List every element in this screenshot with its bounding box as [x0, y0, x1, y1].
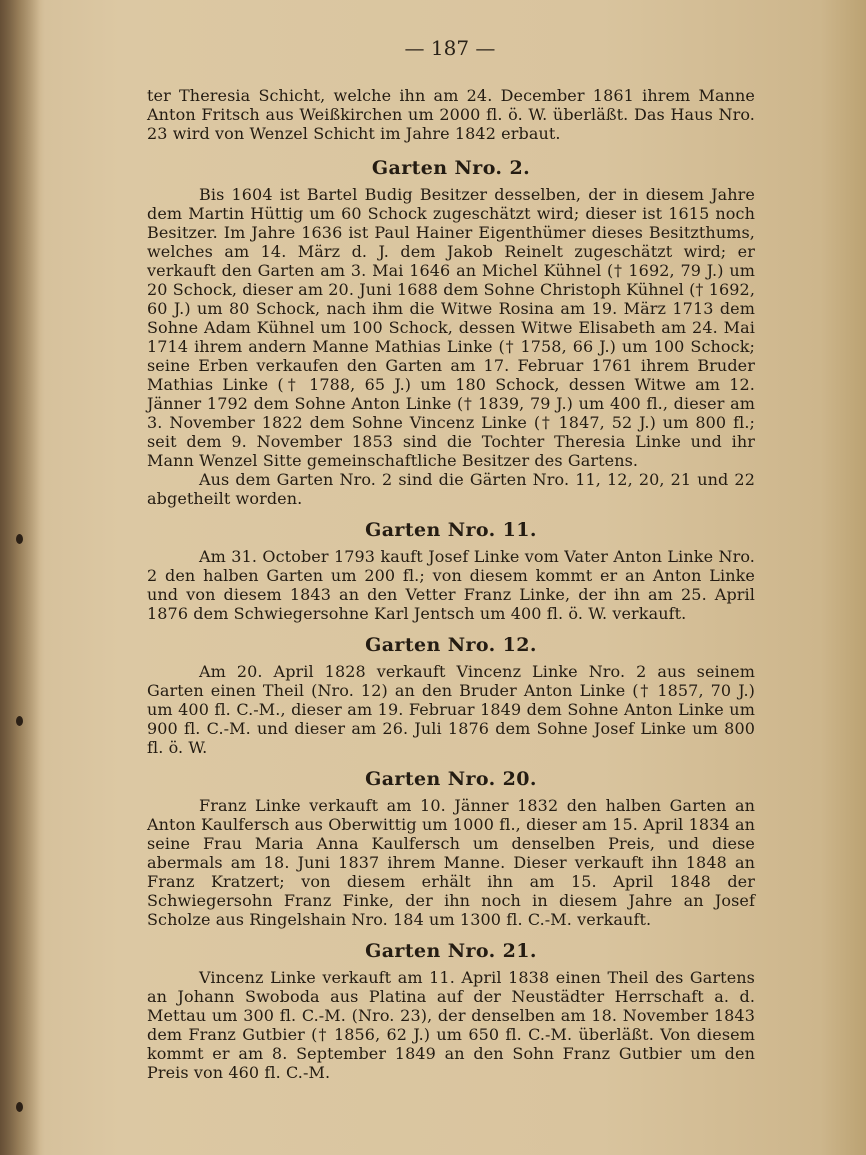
binding-hole — [16, 534, 23, 544]
section-paragraph: Am 20. April 1828 verkauft Vincenz Linke Nro. 2 aus seinem Garten einen Theil (Nro. 12) an den Bruder Anton Linke († 1857, 70 J.) um 400 fl. C.-M., dieser am 19. Februar 1849 dem Sohne Anton Linke um 900 fl. C.-M. und dieser am 26. Juli 1876 dem Sohne Josef Linke um 800 fl. ö. W. — [147, 662, 755, 757]
section-heading: Garten Nro. 21. — [365, 940, 537, 962]
page-body — [147, 86, 755, 1082]
section-garten-21 — [147, 942, 755, 1082]
section-garten-2 — [147, 159, 755, 508]
binding-hole — [16, 716, 23, 726]
section-heading: Garten Nro. 20. — [365, 768, 537, 790]
section-paragraph: Aus dem Garten Nro. 2 sind die Gärten Nro. 11, 12, 20, 21 und 22 abgetheilt worden. — [147, 470, 755, 508]
page-number: — 187 — — [404, 36, 496, 60]
intro-paragraph: ter Theresia Schicht, welche ihn am 24. December 1861 ihrem Manne Anton Fritsch aus Weißkirchen um 2000 fl. ö. W. überläßt. Das Haus Nro. 23 wird von Wenzel Schicht im Jahre 1842 erbaut. — [147, 86, 755, 143]
section-paragraph: Am 31. October 1793 kauft Josef Linke vom Vater Anton Linke Nro. 2 den halben Garten um 200 fl.; von diesem kommt er an Anton Linke und von diesem 1843 an den Vetter Franz Linke, der ihn am 25. April 1876 dem Schwiegersohne Karl Jentsch um 400 fl. ö. W. verkauft. — [147, 547, 755, 623]
section-garten-20 — [147, 770, 755, 929]
section-garten-12 — [147, 636, 755, 757]
section-paragraph: Bis 1604 ist Bartel Budig Besitzer desselben, der in diesem Jahre dem Martin Hüttig um 60 Schock zugeschätzt wird; dieser ist 1615 noch Besitzer. Im Jahre 1636 ist Paul Hainer Eigenthümer dieses Besitzthums, welches am 14. März d. J. dem Jakob Reinelt zugeschätzt wird; er verkauft den Garten am 3. Mai 1646 an Michel Kühnel († 1692, 79 J.) um 20 Schock, dieser am 20. Juni 1688 dem Sohne Christoph Kühnel († 1692, 60 J.) um 80 Schock, nach ihm die Witwe Rosina am 19. März 1713 dem Sohne Adam Kühnel um 100 Schock, dessen Witwe Elisabeth am 24. Mai 1714 ihrem andern Manne Mathias Linke († 1758, 66 J.) um 100 Schock; seine Erben verkaufen den Garten am 17. Februar 1761 ihrem Bruder Mathias Linke († 1788, 65 J.) um 180 Schock, dessen Witwe am 12. Jänner 1792 dem Sohne Anton Linke († 1839, 79 J.) um 400 fl., dieser am 3. November 1822 dem Sohne Vincenz Linke († 1847, 52 J.) um 800 fl.; seit dem 9. November 1853 sind die Tochter Theresia Linke und ihr Mann Wenzel Sitte gemeinschaftliche Besitzer des Gartens. — [147, 185, 755, 470]
book-spine-shadow — [0, 0, 40, 1155]
section-heading: Garten Nro. 11. — [365, 519, 537, 541]
section-heading: Garten Nro. 2. — [371, 157, 531, 179]
binding-hole — [16, 1102, 23, 1112]
section-garten-11 — [147, 521, 755, 623]
section-heading: Garten Nro. 12. — [365, 634, 537, 656]
section-paragraph: Vincenz Linke verkauft am 11. April 1838 einen Theil des Gartens an Johann Swoboda aus Platina auf der Neustädter Herrschaft a. d. Mettau um 300 fl. C.-M. (Nro. 23), der denselben am 18. November 1843 dem Franz Gutbier († 1856, 62 J.) um 650 fl. C.-M. überläßt. Von diesem kommt er am 8. September 1849 an den Sohn Franz Gutbier um den Preis von 460 fl. C.-M. — [147, 968, 755, 1082]
section-paragraph: Franz Linke verkauft am 10. Jänner 1832 den halben Garten an Anton Kaulfersch aus Oberwittig um 1000 fl., dieser am 15. April 1834 an seine Frau Maria Anna Kaulfersch um denselben Preis, und diese abermals am 18. Juni 1837 ihrem Manne. Dieser verkauft ihn 1848 an Franz Kratzert; von diesem erhält ihn am 15. April 1848 der Schwiegersohn Franz Finke, der ihn noch in diesem Jahre an Josef Scholze aus Ringelshain Nro. 184 um 1300 fl. C.-M. verkauft. — [147, 796, 755, 929]
